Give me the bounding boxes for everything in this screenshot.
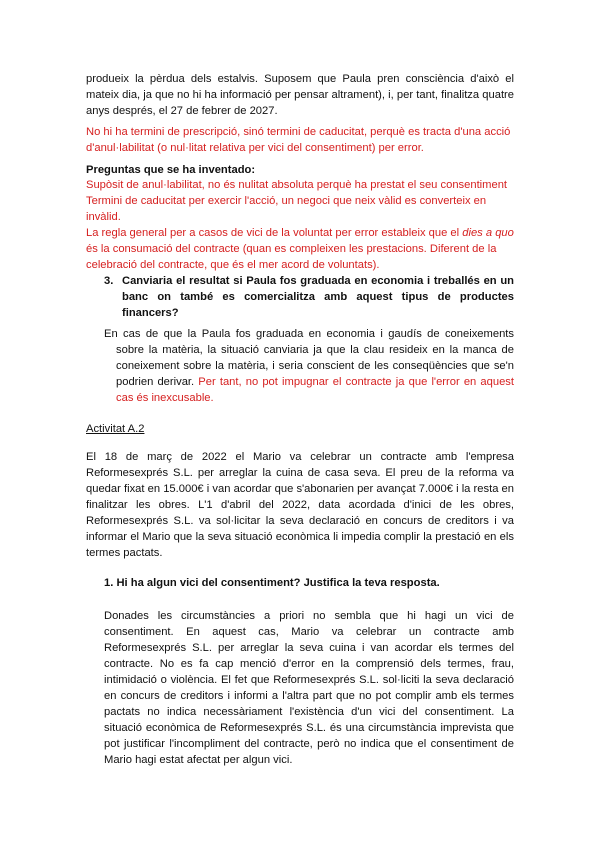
activity-title: Activitat A.2 <box>86 423 145 435</box>
red-note-2: Termini de caducitat per exercir l'acció, un negoci que neix vàlid es converteix en invàlid. <box>86 195 487 223</box>
question-3 <box>104 273 514 321</box>
red-note-1: Supòsit de anul·labilitat, no és nulitat absoluta perquè ha prestat el seu consentiment <box>86 179 508 191</box>
paragraph-intro: produeix la pèrdua dels estalvis. Suposem que Paula pren consciència d'això el mateix dia, ja que no hi ha informació per pensar altrament), i, per tant, finalitza quatre anys després, el 27 de febrer de 2027. <box>86 73 514 117</box>
red-note-3: La regla general per a casos de vici de la voluntat per error estableix que el dies a quo és la consumació del contracte (quan es compleixen les prestacions. Diferent de la celebració del contracte, que és el mer acord de voluntats). <box>86 227 514 271</box>
answer-3: En cas de que la Paula fos graduada en economia i gaudís de coneixements sobre la matèria, la situació canviaria ja que la clau resideix en la manca de coneixement sobre la matèria, i seria conscient de les conseqüències que se'n podrien derivar. Per tant, no pot impugnar el contracte ja que l'error en aquest cas és inexcusable. <box>104 328 514 404</box>
activity-text: El 18 de març de 2022 el Mario va celebrar un contracte amb l'empresa Reformesexprés S.L. per arreglar la cuina de casa seva. El preu de la reforma va quedar fixat en 15.000€ i van acordar que s'abonarien per avançat 7.000€ i la resta en finalitzar les obres. L'1 d'abril del 2022, data acordada d'inici de les obres, Reformesexprés S.L. va sol·licitar la seva declaració en concurs de creditors i va informar el Mario que la seva situació econòmica li impedia complir la prestació en els termes pactats. <box>86 451 514 559</box>
question-1-text: Hi ha algun vici del consentiment? Justifica la teva resposta. <box>116 577 440 589</box>
question-1 <box>104 575 514 591</box>
preguntas-heading: Preguntas que se ha inventado: <box>86 164 256 176</box>
paragraph-caducitat: No hi ha termini de prescripció, sinó termini de caducitat, perquè es tracta d'una acció d'anul·labilitat (o nul·litat relativa per vici del consentiment) per error. <box>86 126 511 154</box>
question-1-number: 1. <box>104 577 114 589</box>
red-notes <box>86 177 514 273</box>
question-3-number: 3. <box>104 275 114 287</box>
question-3-text: Canviaria el resultat si Paula fos graduada en economia i treballés en un banc on també es comercialitza amb aquest tipus de productes financers? <box>122 275 514 319</box>
answer-1: Donades les circumstàncies a priori no sembla que hi hagi un vici de consentiment. En aquest cas, Mario va celebrar un contracte amb Reformesexprés S.L. per arreglar la seva cuina i van acordar els termes del contracte. No es fa cap menció d'error en la comprensió dels termes, frau, intimidació o violència. El fet que Reformesexprés S.L. sol·liciti la seva declaració en concurs de creditors i informi a l'altra part que no pot complir amb els termes pactats no indica necessàriament l'existència d'un vici del consentiment. La situació econòmica de Reformesexprés S.L. és una circumstància imprevista que pot justificar l'incompliment del contracte, però no indica que el consentiment de Mario hagi estat afectat per algun vici. <box>104 610 514 766</box>
dies-a-quo: dies a quo <box>462 227 514 239</box>
